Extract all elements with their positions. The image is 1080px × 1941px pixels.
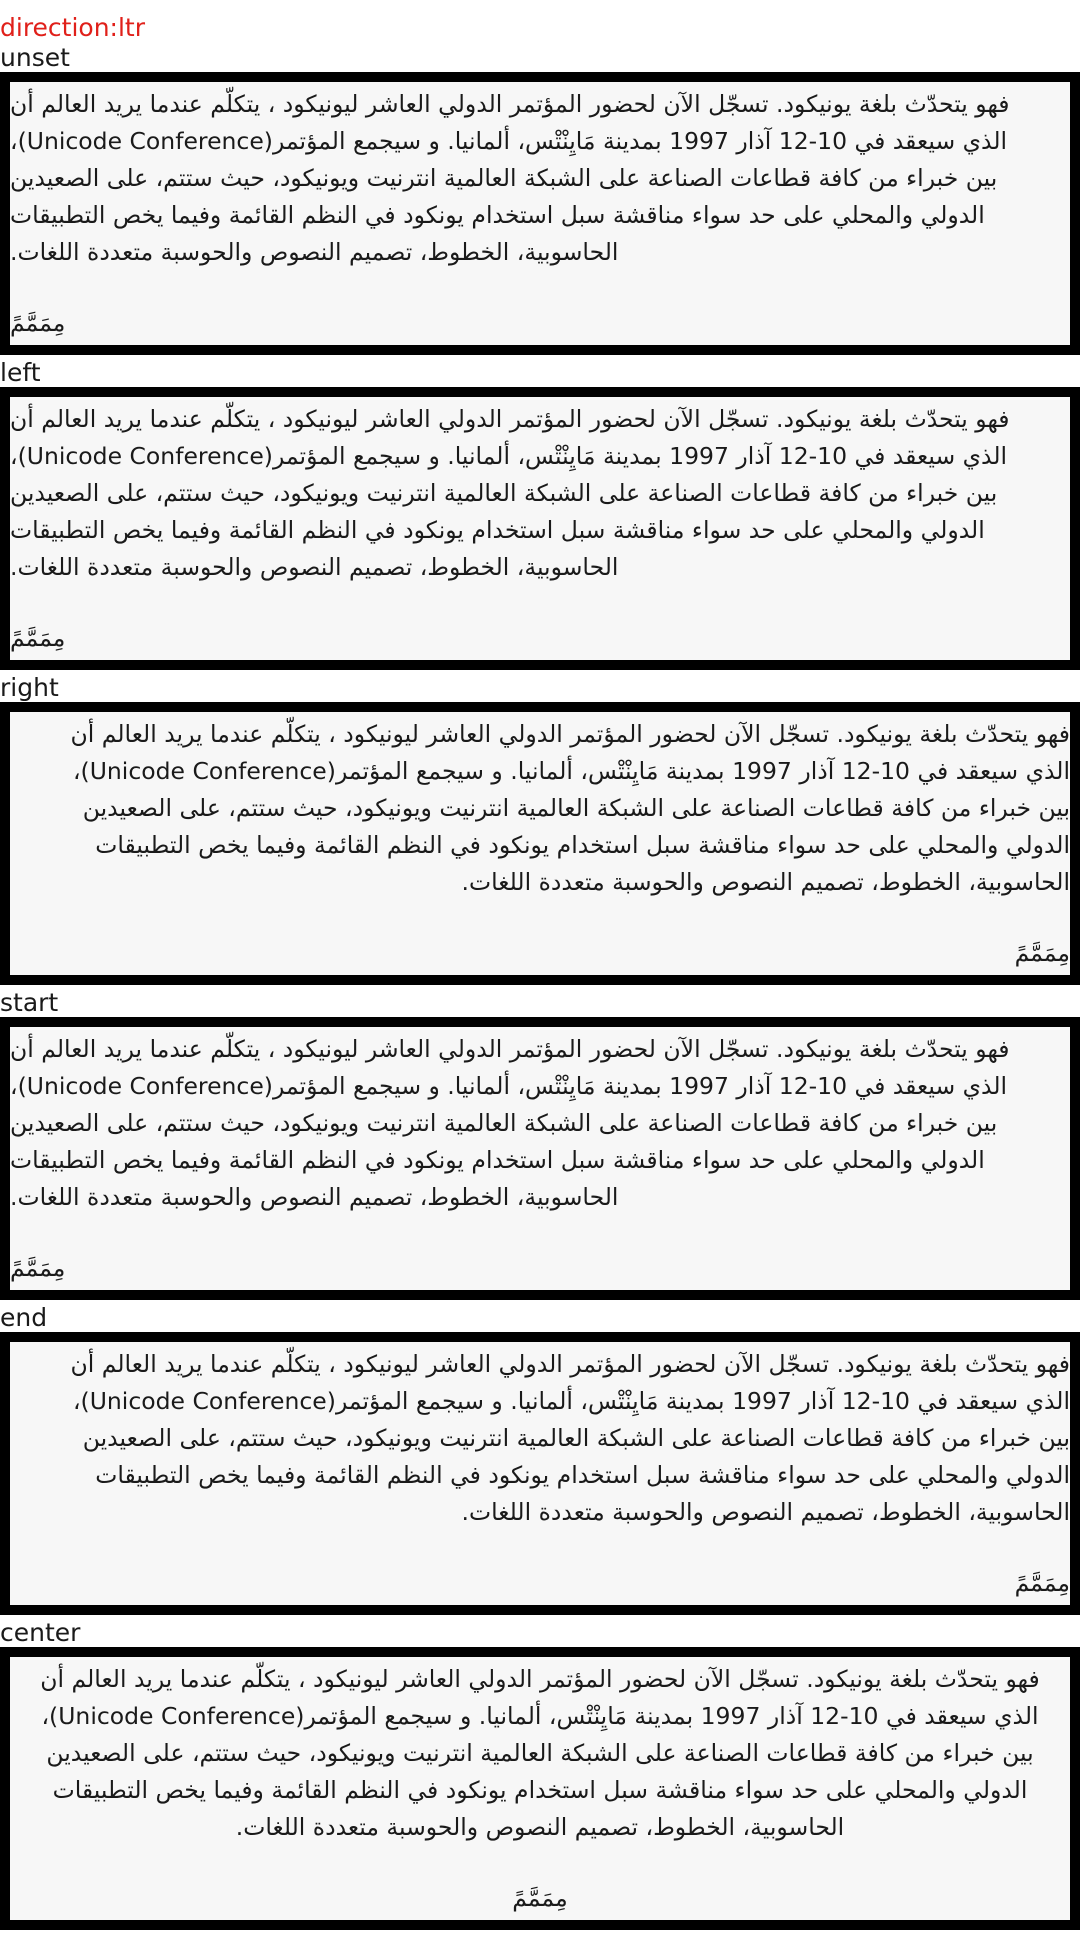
spacer (10, 586, 1070, 620)
spacer (10, 1531, 1070, 1565)
text-box-right (0, 702, 1080, 985)
paragraph-line: فهو يتحدّث بلغة يونيكود. تسجّل الآن لحضور المؤتمر الدولي العاشر ليونيكود ، يتكلّم عندما يريد العالم أن (10, 90, 1010, 118)
paragraph-line: بين خبراء من كافة قطاعات الصناعة على الشبكة العالمية انترنيت ويونيكود، حيث ستتم، على الصعيدين (46, 1739, 1034, 1767)
paragraph-line: بين خبراء من كافة قطاعات الصناعة على الشبكة العالمية انترنيت ويونيكود، حيث ستتم، على الصعيدين (10, 164, 998, 192)
section-label-right: right (0, 673, 59, 702)
paragraph-line: الدولي والمحلي على حد سواء مناقشة سبل استخدام يونكود في النظم القائمة وفيما يخص التطبيقات (10, 516, 985, 544)
section-left (0, 359, 1080, 670)
paragraph-line: ،(Unicode Conference)الذي سيعقد في 10-12 آذار 1997 بمدينة مَايِنْتْس، ألمانيا. و سيجمع المؤتمر (10, 442, 1008, 470)
arabic-paragraph (10, 86, 1070, 271)
paragraph-line: الحاسوبية، الخطوط، تصميم النصوص والحوسبة متعددة اللغات. (461, 868, 1070, 896)
paragraph-line: فهو يتحدّث بلغة يونيكود. تسجّل الآن لحضور المؤتمر الدولي العاشر ليونيكود ، يتكلّم عندما يريد العالم أن (10, 1035, 1010, 1063)
arabic-paragraph (10, 1661, 1070, 1846)
paragraph-line: فهو يتحدّث بلغة يونيكود. تسجّل الآن لحضور المؤتمر الدولي العاشر ليونيكود ، يتكلّم عندما يريد العالم أن (10, 405, 1010, 433)
paragraph-line: ،(Unicode Conference)الذي سيعقد في 10-12 آذار 1997 بمدينة مَايِنْتْس، ألمانيا. و سيجمع المؤتمر (41, 1702, 1039, 1730)
section-right (0, 674, 1080, 985)
section-end (0, 1304, 1080, 1615)
text-box-start (0, 1017, 1080, 1300)
short-arabic-word: مِمَمَّمً (10, 624, 66, 652)
paragraph-line: ،(Unicode Conference)الذي سيعقد في 10-12 آذار 1997 بمدينة مَايِنْتْس، ألمانيا. و سيجمع المؤتمر (72, 757, 1070, 785)
arabic-paragraph (10, 1346, 1070, 1531)
section-unset (0, 44, 1080, 355)
direction-heading: direction:ltr (0, 13, 146, 42)
spacer (10, 901, 1070, 935)
text-box-end (0, 1332, 1080, 1615)
paragraph-line: الحاسوبية، الخطوط، تصميم النصوص والحوسبة متعددة اللغات. (10, 553, 619, 581)
paragraph-line: الحاسوبية، الخطوط، تصميم النصوص والحوسبة متعددة اللغات. (461, 1498, 1070, 1526)
short-arabic-word: مِمَمَّمً (1014, 939, 1070, 967)
spacer (10, 1846, 1070, 1880)
section-label-start: start (0, 988, 59, 1017)
short-arabic-word: مِمَمَّمً (10, 309, 66, 337)
section-label-left: left (0, 358, 41, 387)
paragraph-line: ،(Unicode Conference)الذي سيعقد في 10-12 آذار 1997 بمدينة مَايِنْتْس، ألمانيا. و سيجمع المؤتمر (10, 1072, 1008, 1100)
short-arabic-word: مِمَمَّمً (10, 1254, 66, 1282)
arabic-paragraph (10, 1031, 1070, 1216)
arabic-paragraph (10, 716, 1070, 901)
spacer (10, 1216, 1070, 1250)
paragraph-line: بين خبراء من كافة قطاعات الصناعة على الشبكة العالمية انترنيت ويونيكود، حيث ستتم، على الصعيدين (10, 1109, 998, 1137)
text-box-left (0, 387, 1080, 670)
paragraph-line: الحاسوبية، الخطوط، تصميم النصوص والحوسبة متعددة اللغات. (10, 238, 619, 266)
paragraph-line: الدولي والمحلي على حد سواء مناقشة سبل استخدام يونكود في النظم القائمة وفيما يخص التطبيقات (95, 1461, 1070, 1489)
paragraph-line: الحاسوبية، الخطوط، تصميم النصوص والحوسبة متعددة اللغات. (235, 1813, 845, 1841)
section-label-unset: unset (0, 43, 70, 72)
paragraph-line: ،(Unicode Conference)الذي سيعقد في 10-12 آذار 1997 بمدينة مَايِنْتْس، ألمانيا. و سيجمع المؤتمر (72, 1387, 1070, 1415)
section-center (0, 1619, 1080, 1930)
paragraph-line: بين خبراء من كافة قطاعات الصناعة على الشبكة العالمية انترنيت ويونيكود، حيث ستتم، على الصعيدين (82, 1424, 1070, 1452)
paragraph-line: فهو يتحدّث بلغة يونيكود. تسجّل الآن لحضور المؤتمر الدولي العاشر ليونيكود ، يتكلّم عندما يريد العالم أن (70, 720, 1070, 748)
paragraph-line: الدولي والمحلي على حد سواء مناقشة سبل استخدام يونكود في النظم القائمة وفيما يخص التطبيقات (10, 201, 985, 229)
text-box-unset (0, 72, 1080, 355)
paragraph-line: بين خبراء من كافة قطاعات الصناعة على الشبكة العالمية انترنيت ويونيكود، حيث ستتم، على الصعيدين (82, 794, 1070, 822)
spacer (10, 271, 1070, 305)
section-label-end: end (0, 1303, 48, 1332)
paragraph-line: الدولي والمحلي على حد سواء مناقشة سبل استخدام يونكود في النظم القائمة وفيما يخص التطبيقات (10, 1146, 985, 1174)
section-label-center: center (0, 1618, 81, 1647)
paragraph-line: الدولي والمحلي على حد سواء مناقشة سبل استخدام يونكود في النظم القائمة وفيما يخص التطبيقات (95, 831, 1070, 859)
paragraph-line: فهو يتحدّث بلغة يونيكود. تسجّل الآن لحضور المؤتمر الدولي العاشر ليونيكود ، يتكلّم عندما يريد العالم أن (70, 1350, 1070, 1378)
short-arabic-word: مِمَمَّمً (512, 1884, 568, 1912)
paragraph-line: الدولي والمحلي على حد سواء مناقشة سبل استخدام يونكود في النظم القائمة وفيما يخص التطبيقات (52, 1776, 1028, 1804)
short-arabic-word: مِمَمَّمً (1014, 1569, 1070, 1597)
paragraph-line: الحاسوبية، الخطوط، تصميم النصوص والحوسبة متعددة اللغات. (10, 1183, 619, 1211)
section-start (0, 989, 1080, 1300)
arabic-paragraph (10, 401, 1070, 586)
text-box-center (0, 1647, 1080, 1930)
paragraph-line: بين خبراء من كافة قطاعات الصناعة على الشبكة العالمية انترنيت ويونيكود، حيث ستتم، على الصعيدين (10, 479, 998, 507)
paragraph-line: فهو يتحدّث بلغة يونيكود. تسجّل الآن لحضور المؤتمر الدولي العاشر ليونيكود ، يتكلّم عندما يريد العالم أن (40, 1665, 1040, 1693)
paragraph-line: ،(Unicode Conference)الذي سيعقد في 10-12 آذار 1997 بمدينة مَايِنْتْس، ألمانيا. و سيجمع المؤتمر (10, 127, 1008, 155)
